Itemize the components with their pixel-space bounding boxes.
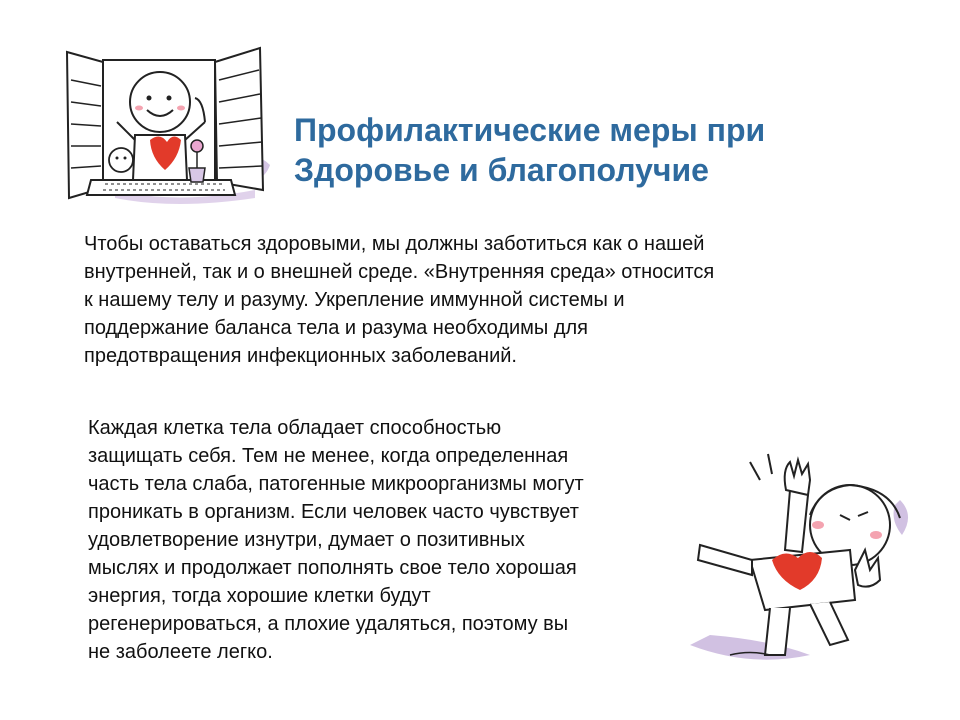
text-line: внутренней, так и о внешней среде. «Внутренняя среда» относится (84, 261, 715, 283)
window-cartoon-icon (55, 40, 285, 210)
text-line: проникать в организм. Если человек часто чувствует (88, 501, 579, 523)
text-line: Каждая клетка тела обладает способностью (88, 417, 502, 439)
text-line: удовлетворение изнутри, думает о позитивных (88, 529, 525, 551)
text-line: часть тела слаба, патогенные микроорганизмы могут (88, 473, 584, 495)
text-line: не заболеете легко. (88, 641, 273, 663)
text-line: поддержание баланса тела и разума необходимы для (84, 317, 589, 339)
paragraph-cell-protection (88, 414, 688, 666)
text-line: энергия, тогда хорошие клетки будут (88, 585, 431, 607)
cheering-kid-cartoon-icon (690, 440, 920, 670)
title-line: Здоровье и благополучие (294, 152, 709, 188)
text-line: защищать себя. Тем не менее, когда определенная (88, 445, 569, 467)
paragraph-inner-environment (84, 230, 864, 370)
text-line: к нашему телу и разуму. Укрепление иммунной системы и (84, 289, 625, 311)
title-line: Профилактические меры при (294, 112, 766, 148)
text-line: регенерироваться, а плохие удаляться, поэтому вы (88, 613, 569, 635)
text-line: предотвращения инфекционных заболеваний. (84, 345, 517, 367)
slide-title (294, 110, 934, 190)
text-line: Чтобы оставаться здоровыми, мы должны заботиться как о нашей (84, 233, 705, 255)
text-line: мыслях и продолжает пополнять свое тело хорошая (88, 557, 577, 579)
